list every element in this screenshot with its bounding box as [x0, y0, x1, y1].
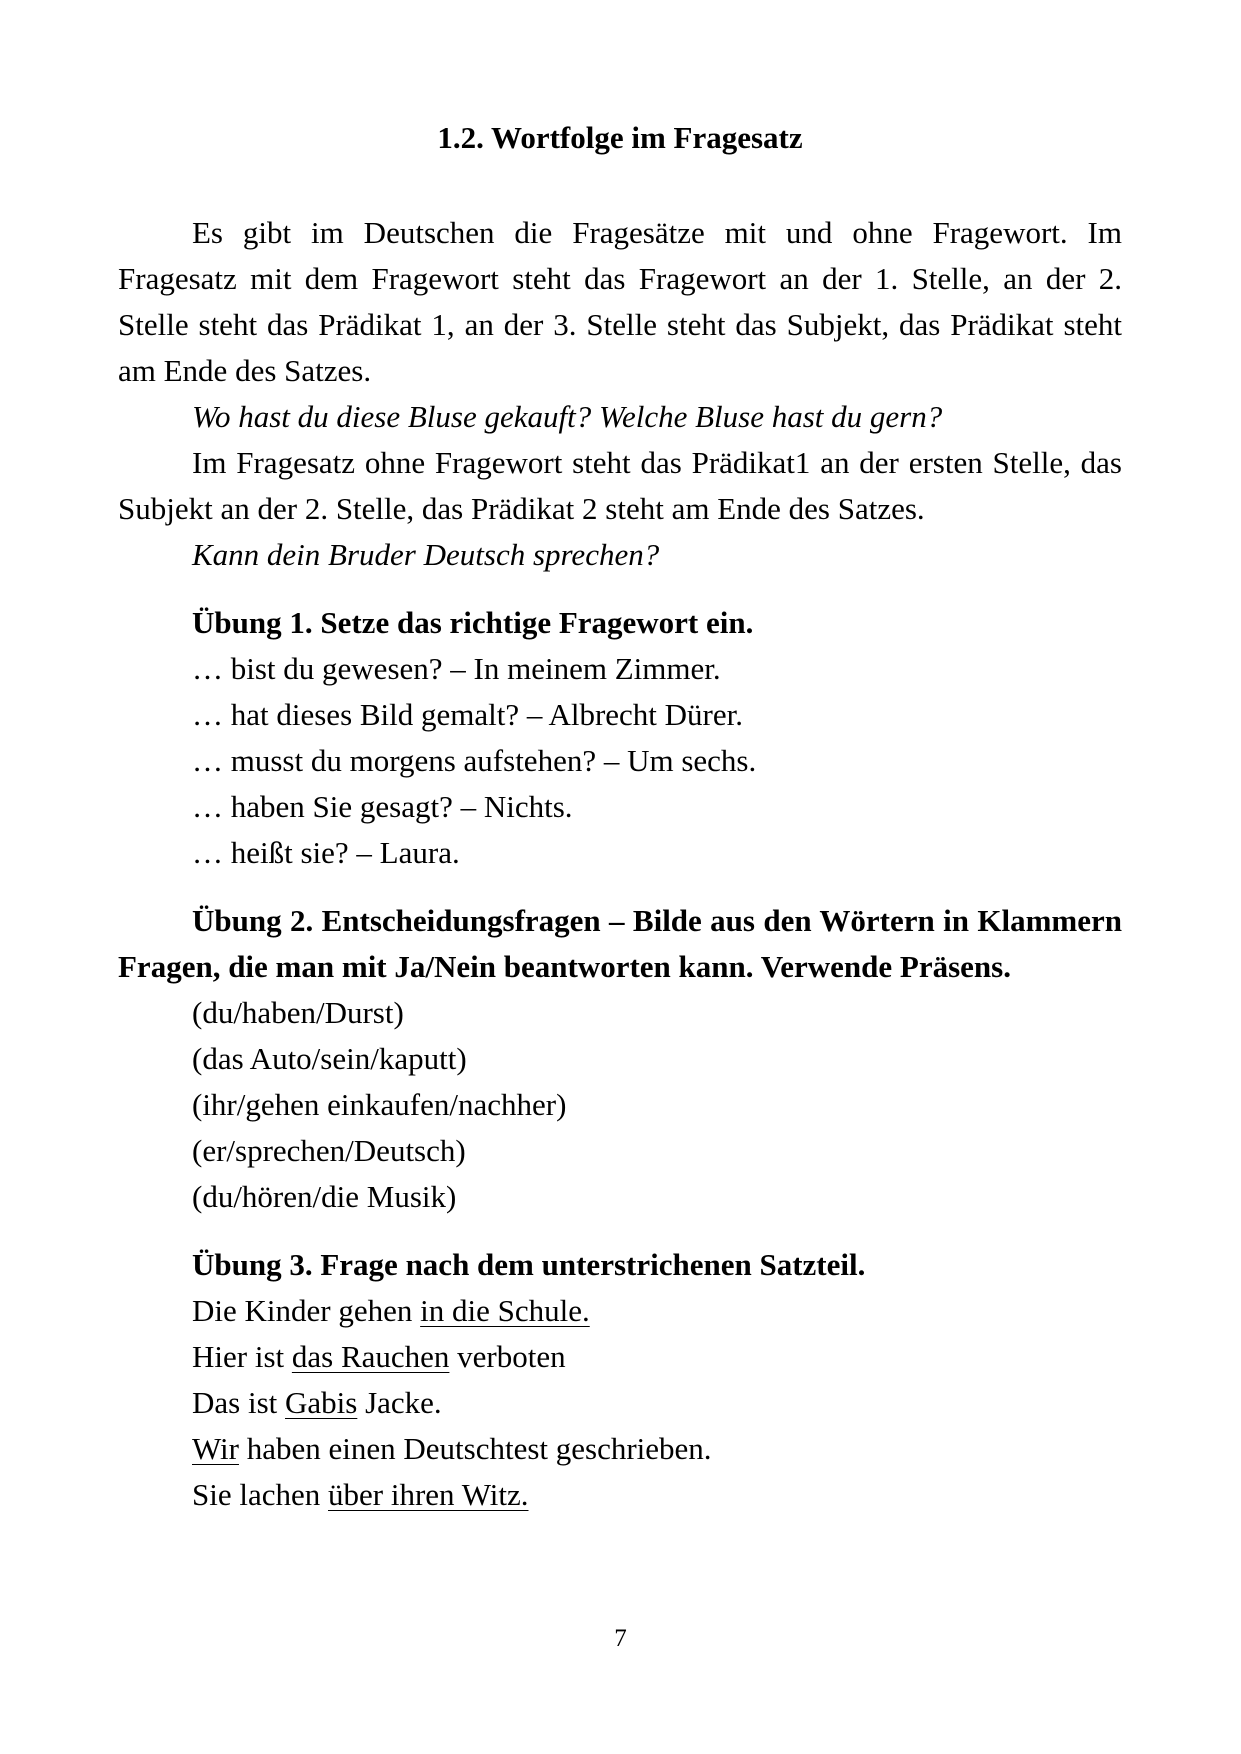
- underlined-phrase: Gabis: [285, 1385, 358, 1420]
- underlined-phrase: das Rauchen: [291, 1339, 450, 1374]
- text-before: Das ist: [192, 1385, 285, 1420]
- text-after: haben einen Deutschtest geschrieben.: [238, 1431, 712, 1466]
- exercise-1-item: … bist du gewesen? – In meinem Zimmer.: [192, 651, 721, 686]
- exercise-3-heading: Übung 3. Frage nach dem unterstrichenen Satzteil.: [192, 1247, 866, 1282]
- text-before: Hier ist: [192, 1339, 292, 1374]
- intro-paragraph-1: Es gibt im Deutschen die Fragesätze mit und ohne Fragewort. Im Fragesatz mit dem Fragewort steht das Fragewort an der 1. Stelle, an der 2. Stelle steht das Prädikat 1, an der 3. Stelle steht das Subjekt, das Prädikat steht am Ende des Satzes.: [118, 215, 1122, 388]
- exercise-2-item: (du/haben/Durst): [192, 995, 404, 1030]
- exercise-3-item: [118, 1380, 1122, 1426]
- exercise-1-heading: Übung 1. Setze das richtige Fragewort ein.: [192, 605, 754, 640]
- exercise-2-item: (das Auto/sein/kaputt): [192, 1041, 467, 1076]
- section-title: 1.2. Wortfolge im Fragesatz: [437, 120, 803, 155]
- intro-paragraph-2: Im Fragesatz ohne Fragewort steht das Prädikat1 an der ersten Stelle, das Subjekt an der 2. Stelle, das Prädikat 2 steht am Ende des Satzes.: [118, 445, 1122, 526]
- exercise-3-item: [118, 1288, 1122, 1334]
- text-before: Die Kinder gehen: [192, 1293, 421, 1328]
- exercise-3-item: [118, 1472, 1122, 1518]
- intro-example-1: Wo hast du diese Bluse gekauft? Welche Bluse hast du gern?: [192, 399, 943, 434]
- exercise-1-item: … heißt sie? – Laura.: [192, 835, 460, 870]
- exercise-3-item: [118, 1426, 1122, 1472]
- exercise-2-item: (du/hören/die Musik): [192, 1179, 457, 1214]
- exercise-2-item: (ihr/gehen einkaufen/nachher): [192, 1087, 567, 1122]
- exercise-2-heading: Übung 2. Entscheidungsfragen – Bilde aus den Wörtern in Klammern Fragen, die man mit Ja/Nein beantworten kann. Verwende Präsens.: [118, 903, 1122, 984]
- page-number: 7: [614, 1625, 627, 1652]
- underlined-phrase: über ihren Witz.: [328, 1477, 529, 1512]
- underlined-phrase: in die Schule.: [420, 1293, 590, 1328]
- exercise-3-item: [118, 1334, 1122, 1380]
- intro-example-2: Kann dein Bruder Deutsch sprechen?: [192, 537, 660, 572]
- text-before: Sie lachen: [192, 1477, 329, 1512]
- exercise-1-item: … musst du morgens aufstehen? – Um sechs.: [192, 743, 757, 778]
- exercise-1-item: … hat dieses Bild gemalt? – Albrecht Dürer.: [192, 697, 743, 732]
- exercise-1-item: … haben Sie gesagt? – Nichts.: [192, 789, 573, 824]
- text-after: Jacke.: [357, 1385, 442, 1420]
- section-content: [118, 210, 1122, 1518]
- underlined-phrase: Wir: [192, 1431, 239, 1466]
- text-after: verboten: [449, 1339, 566, 1374]
- exercise-2-item: (er/sprechen/Deutsch): [192, 1133, 466, 1168]
